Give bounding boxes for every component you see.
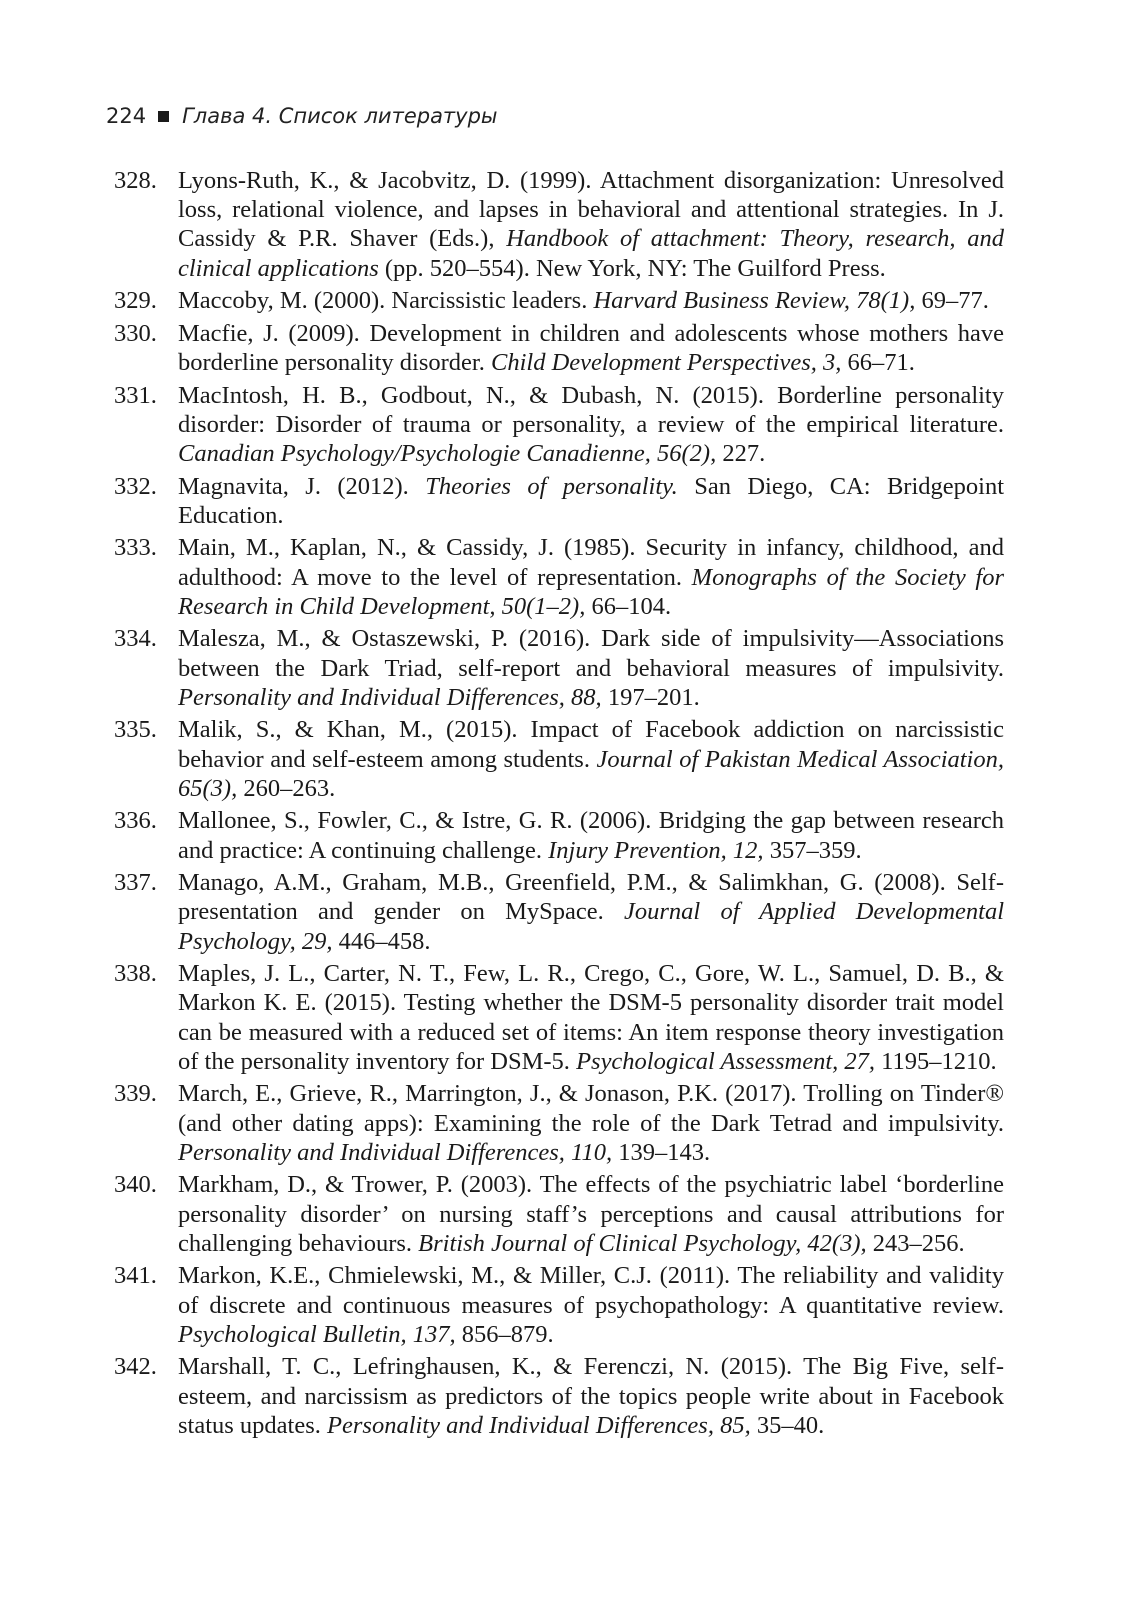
reference-item	[114, 806, 1004, 864]
reference-number: 334.	[114, 625, 157, 653]
reference-source: Journal of Pakistan Medical Association, 65(3),	[178, 745, 1004, 802]
reference-source: Journal of Applied Developmental Psychology, 29,	[178, 898, 1004, 955]
reference-number: 328.	[114, 167, 157, 194]
reference-number: 338.	[114, 960, 157, 988]
reference-pages: (pp. 520–554). New York, NY: The Guilford Press.	[378, 254, 886, 282]
reference-number: 339.	[114, 1080, 157, 1108]
reference-number: 330.	[114, 319, 157, 347]
reference-authors-title: Main, M., Kaplan, N., & Cassidy, J. (1985). Security in infancy, childhood, and adulthood: A move to the level of representation.	[178, 534, 1004, 591]
reference-item	[114, 319, 1004, 377]
reference-item	[114, 715, 1004, 803]
reference-number: 333.	[114, 534, 157, 562]
reference-text	[178, 534, 1004, 619]
reference-pages: 227.	[716, 440, 766, 467]
reference-text	[178, 287, 989, 314]
reference-pages: 243–256.	[866, 1229, 965, 1257]
reference-number: 336.	[114, 807, 157, 835]
reference-authors-title: MacIntosh, H. B., Godbout, N., & Dubash, N. (2015). Borderline personality disorder: Disorder of trauma or personality, a review of the empirical literature.	[178, 381, 1004, 438]
reference-text	[178, 869, 1004, 954]
reference-authors-title: Mallonee, S., Fowler, C., & Istre, G. R. (2006). Bridging the gap between research and practice: A continuing challenge.	[178, 807, 1004, 864]
reference-source: Handbook of attachment: Theory, research, and clinical applications	[178, 225, 1004, 282]
reference-pages: San Diego, CA: Bridgepoint Education.	[178, 472, 1005, 529]
reference-authors-title: Markham, D., & Trower, P. (2003). The effects of the psychiatric label ‘borderline personality disorder’ on nursing staff’s perceptions and causal attributions for challenging behaviours.	[178, 1171, 1004, 1257]
reference-source: Psychological Assessment, 27,	[576, 1047, 876, 1075]
reference-authors-title: Markon, K.E., Chmielewski, M., & Miller, C.J. (2011). The reliability and validity of discrete and continuous measures of psychopathology: A quantitative review.	[178, 1262, 1004, 1319]
reference-item	[114, 1170, 1004, 1258]
reference-number: 337.	[114, 869, 157, 897]
reference-text	[178, 382, 1004, 467]
reference-authors-title: Malesza, M., & Ostaszewski, P. (2016). Dark side of impulsivity—Associations between the Dark Triad, self-report and behavioral measures of impulsivity.	[178, 625, 1004, 682]
reference-pages: 139–143.	[612, 1138, 711, 1166]
reference-number: 342.	[114, 1353, 157, 1381]
reference-pages: 197–201.	[601, 683, 700, 711]
reference-text	[178, 716, 1004, 801]
reference-source: Theories of personality.	[425, 472, 678, 500]
reference-authors-title: Malik, S., & Khan, M., (2015). Impact of Facebook addiction on narcissistic behavior and self-esteem among students.	[178, 716, 1004, 773]
reference-authors-title: Macfie, J. (2009). Development in children and adolescents whose mothers have borderline personality disorder.	[178, 319, 1004, 376]
reference-text	[178, 1080, 1004, 1165]
reference-item	[114, 1079, 1004, 1167]
reference-authors-title: Lyons-Ruth, K., & Jacobvitz, D. (1999). Attachment disorganization: Unresolved loss, relational violence, and lapses in behavioral and attentional strategies. In J. Cassidy & P.R. Shaver (Eds.),	[178, 167, 1004, 253]
reference-source: Harvard Business Review, 78(1),	[593, 287, 916, 315]
reference-number: 340.	[114, 1171, 157, 1199]
reference-authors-title: Magnavita, J. (2012).	[178, 472, 426, 500]
reference-item	[114, 868, 1004, 956]
reference-source: British Journal of Clinical Psychology, 42(3),	[418, 1229, 867, 1257]
reference-authors-title: March, E., Grieve, R., Marrington, J., & Jonason, P.K. (2017). Trolling on Tinder® (and other dating apps): Examining the role of the Dark Tetrad and impulsivity.	[178, 1080, 1004, 1137]
reference-item	[114, 959, 1004, 1076]
reference-pages: 357–359.	[763, 836, 862, 864]
reference-item	[114, 624, 1004, 712]
reference-text	[178, 807, 1004, 863]
reference-number: 331.	[114, 381, 157, 409]
reference-source: Personality and Individual Differences, 85,	[327, 1411, 751, 1439]
reference-pages: 66–104.	[585, 592, 672, 620]
reference-text	[178, 1353, 1004, 1438]
reference-item	[114, 1261, 1004, 1349]
reference-text	[178, 320, 1004, 376]
chapter-title: Глава 4. Список литературы	[182, 104, 498, 128]
reference-pages: 35–40.	[750, 1411, 825, 1439]
reference-text	[178, 167, 1004, 282]
reference-number: 332.	[114, 472, 157, 500]
reference-item	[114, 166, 1004, 283]
reference-source: Psychological Bulletin, 137,	[178, 1320, 456, 1348]
running-head	[106, 104, 498, 128]
reference-pages: 66–71.	[841, 349, 915, 376]
reference-source: Injury Prevention, 12,	[548, 836, 764, 864]
reference-pages: 446–458.	[332, 927, 431, 955]
reference-authors-title: Maples, J. L., Carter, N. T., Few, L. R., Crego, C., Gore, W. L., Samuel, D. B., & Markon K. E. (2015). Testing whether the DSM-5 personality disorder trait model can be measured with a reduced set of items: An item response theory investigation of the personality inventory for DSM-5.	[178, 960, 1004, 1075]
reference-source: Personality and Individual Differences, 110,	[178, 1138, 613, 1166]
reference-number: 329.	[114, 287, 157, 315]
reference-number: 335.	[114, 716, 157, 744]
reference-pages: 69–77.	[915, 287, 989, 315]
reference-item	[114, 472, 1004, 530]
reference-text	[178, 1171, 1004, 1256]
reference-item	[114, 286, 1004, 315]
reference-source: Personality and Individual Differences, 88,	[178, 683, 602, 711]
reference-text	[178, 1262, 1004, 1347]
reference-authors-title: Marshall, T. C., Lefringhausen, K., & Ferenczi, N. (2015). The Big Five, self-esteem, and narcissism as predictors of the topics people write about in Facebook status updates.	[178, 1353, 1004, 1439]
reference-pages: 260–263.	[237, 774, 336, 802]
reference-text	[178, 473, 1004, 529]
reference-item	[114, 533, 1004, 621]
square-bullet-icon	[158, 111, 169, 122]
reference-pages: 1195–1210.	[875, 1047, 997, 1075]
reference-source: Monographs of the Society for Research in Child Development, 50(1–2),	[178, 563, 1004, 620]
page-number: 224	[106, 104, 147, 128]
reference-number: 341.	[114, 1262, 157, 1290]
reference-source: Canadian Psychology/Psychologie Canadienne, 56(2),	[178, 440, 717, 467]
reference-authors-title: Manago, A.M., Graham, M.B., Greenfield, P.M., & Salimkhan, G. (2008). Self-presentation and gender on MySpace.	[178, 869, 1004, 926]
reference-pages: 856–879.	[455, 1320, 554, 1348]
reference-source: Child Development Perspectives, 3,	[490, 349, 842, 376]
reference-text	[178, 960, 1004, 1075]
reference-item	[114, 1352, 1004, 1440]
reference-text	[178, 625, 1004, 710]
reference-authors-title: Maccoby, M. (2000). Narcissistic leaders.	[178, 287, 594, 315]
reference-item	[114, 381, 1004, 469]
reference-list	[114, 166, 1004, 1443]
